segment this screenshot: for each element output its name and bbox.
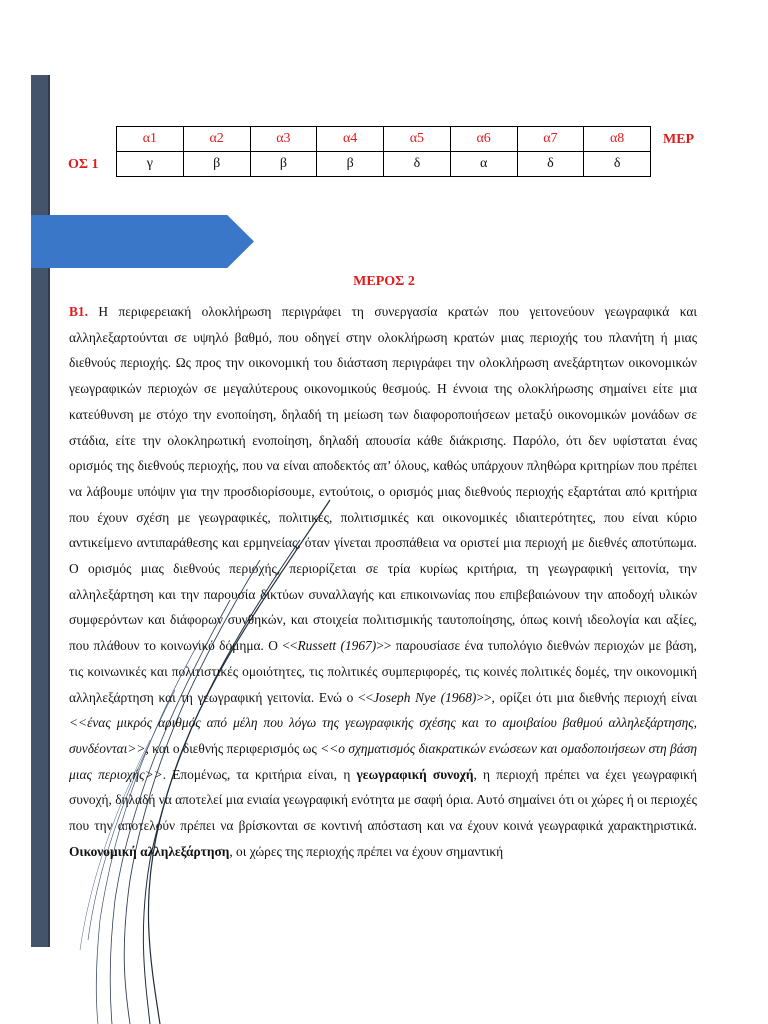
text-segment: , η περιοχή πρέπει να έχει γεωγραφική συνοχή, δηλαδή να αποτελεί μια ενιαία γεωγραφική ενότητα με σαφή όρια. Αυτό σημαίνει ότι οι χώρες ή οι περιοχές που την αποτελούν πρέπει να βρίσκονται σε κοντινή απόσταση και να έχουν κοινά γεωγραφικά χαρακτηριστικά. bbox=[69, 766, 698, 834]
section-title: ΜΕΡΟΣ 2 bbox=[353, 274, 415, 289]
text-segment: . Επομένως, τα κριτήρια είναι, η bbox=[162, 766, 357, 782]
answer-table-header-row bbox=[117, 127, 651, 152]
key-term: γεωγραφική συνοχή bbox=[356, 766, 474, 782]
question-number-cell: α1 bbox=[117, 127, 184, 152]
section-label-left: ΟΣ 1 bbox=[68, 157, 99, 172]
question-number-cell: α4 bbox=[317, 127, 384, 152]
answer-cell: δ bbox=[384, 152, 451, 177]
decorative-side-bar bbox=[31, 75, 50, 947]
question-label: Β1. bbox=[69, 304, 88, 319]
answer-cell: β bbox=[317, 152, 384, 177]
decorative-arrow-shape bbox=[31, 215, 254, 268]
answer-cell: δ bbox=[584, 152, 651, 177]
question-number-cell: α8 bbox=[584, 127, 651, 152]
answer-cell: β bbox=[250, 152, 317, 177]
key-term: Οικονομική αλληλεξάρτηση bbox=[69, 843, 230, 859]
question-number-cell: α6 bbox=[450, 127, 517, 152]
section-label-right: ΜΕΡ bbox=[663, 132, 695, 147]
question-number-cell: α5 bbox=[384, 127, 451, 152]
reference-citation: Russett (1967) bbox=[297, 638, 377, 654]
reference-citation: Joseph Nye (1968) bbox=[373, 689, 477, 705]
answer-table bbox=[116, 126, 651, 177]
text-segment: , οι χώρες της περιοχής πρέπει να έχουν σημαντική bbox=[229, 843, 504, 859]
answer-cell: β bbox=[183, 152, 250, 177]
question-number-cell: α2 bbox=[183, 127, 250, 152]
question-number-cell: α3 bbox=[250, 127, 317, 152]
quoted-definition: <<ο σχηματισμός διακρατικών ενώσεων και ομαδοποιήσεων στη βάση μιας περιοχής>> bbox=[69, 740, 697, 782]
quoted-definition: <<ένας μικρός αριθμός από μέλη που λόγω της γεωγραφικής σχέσης και το αμοιβαίου βαθμού αλληλεξάρτησης, συνδέονται>> bbox=[69, 715, 697, 756]
text-segment: , και ο διεθνής περιφερισμός ως bbox=[145, 740, 321, 756]
answer-cell: α bbox=[450, 152, 517, 177]
answer-cell: δ bbox=[517, 152, 584, 177]
body-paragraph bbox=[69, 299, 697, 864]
text-segment: Η περιφερειακή ολοκλήρωση περιγράφει τη συνεργασία κρατών που γειτονεύουν γεωγραφικά και αλληλεξαρτούνται σε υψηλό βαθμό, που οδηγεί στην ολοκλήρωση κρατών μιας περιοχής του πλανήτη ή μιας διεθνούς περιοχής. Ως προς την οικονομική του διάσταση περιγράφει την ολοκλήρωση ανεξάρτητων οικονομικών γεωγραφικών περιοχών σε μεγαλύτερους οικονομικούς θεσμούς. Η έννοια της ολοκλήρωσης σημαίνει είτε μια κατεύθυνση με στόχο την ενοποίηση, δηλαδή τη μείωση των διαφοροποιήσεων μεταξύ οικονομικών μονάδων σε στάδια, είτε την ολοκληρωτική ενοποίηση, δηλαδή απουσία κάθε διάκρισης. Παρόλο, ότι δεν υφίσταται ένας ορισμός της διεθνούς περιοχής, που να είναι αποδεκτός απ’ όλους, καθώς υπάρχουν πληθώρα κριτηρίων που πρέπει να λάβουμε υπόψιν για την προσδιορίσουμε, εντούτοις, ο ορισμός μιας διεθνούς περιοχής εξαρτάται από κριτήρια που έχουν σχέση με γεωγραφικές, πολιτικές, πολιτισμικές και οικονομικές ιδιαιτερότητες, που είναι κύριο αντικείμενο αντιπαράθεσης και ερμηνείας, όταν γίνεται προσπάθεια να οριστεί μια περιοχή με διεθνές αποτύπωμα. Ο ορισμός μιας διεθνούς περιοχής, περιορίζεται σε τρία κυρίως κριτήρια, τη γεωγραφική γειτονία, την αλληλεξάρτηση και την παρουσία δικτύων συναλλαγής και επικοινωνίας που επιβεβαιώνουν την αποδοχή υλικών συμφερόντων και διάφορων συνθηκών, και στοιχεία πολιτισμικής ταυτοποίησης, όπως κοινή ιδεολογία και αξίες, που πλάθουν το κοινωνικό δόμημα. Ο << bbox=[69, 304, 697, 654]
text-segment: >>, ορίζει ότι μια διεθνής περιοχή είναι bbox=[476, 689, 697, 705]
answer-table-answer-row bbox=[117, 152, 651, 177]
question-number-cell: α7 bbox=[517, 127, 584, 152]
answer-cell: γ bbox=[117, 152, 184, 177]
text-segment: >> παρουσίασε ένα τυπολόγιο διεθνών περιοχών με βάση, τις κοινωνικές και πολιτιστικές ομοιότητες, τις πολιτικές συμπεριφορές, τις κοινές πολιτικές δομές, την οικονομική αλληλεξάρτηση και τη γεωγραφική γειτονία. Ενώ ο << bbox=[69, 638, 697, 705]
